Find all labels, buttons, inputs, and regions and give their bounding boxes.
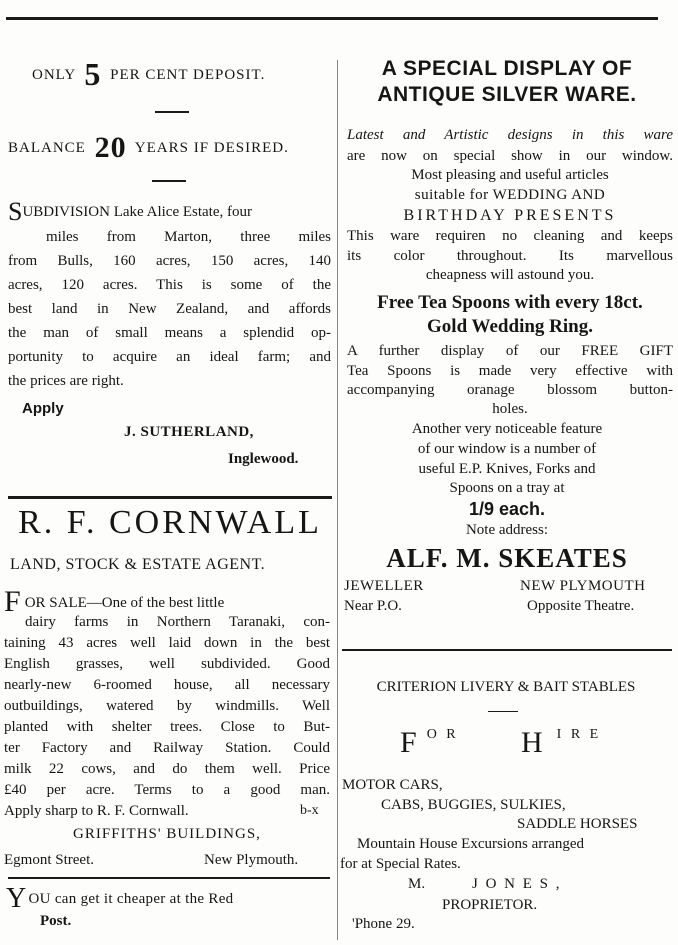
subdivision-line-3: from Bulls, 160 acres, 150 acres, 140 (8, 253, 331, 269)
display-line-4: holes. (492, 401, 528, 417)
cornwall-line-4: English grasses, well subdivided. Good (4, 656, 330, 672)
subdivision-line-6: the man of small means a splendid op- (8, 325, 331, 341)
cornwall-buildings: GRIFFITHS' BUILDINGS, (73, 826, 261, 842)
price: 1/9 each. (468, 499, 546, 519)
silver-line-6: This ware requiren no cleaning and keeps (347, 228, 673, 244)
silver-line-7: its color throughout. Its marvellous (347, 248, 673, 264)
subdivision-line-7: portunity to acquire an ideal farm; and (8, 349, 331, 365)
for-word (400, 726, 459, 760)
left-bottom-rule (8, 877, 330, 879)
cornwall-line-5: nearly-new 6-roomed house, all necessary (4, 677, 330, 693)
jones-initial: M. (408, 876, 426, 892)
cornwall-line-2: dairy farms in Northern Taranaki, con- (25, 614, 330, 630)
mountain-line-2: for at Special Rates. (340, 856, 461, 872)
silver-title-2: ANTIQUE SILVER WARE. (377, 83, 637, 106)
skeates-opposite: Opposite Theatre. (527, 598, 635, 614)
subdivision-line-5: best land in New Zealand, and affords (8, 301, 331, 317)
balance-pre: BALANCE (8, 140, 86, 156)
note-address: Note address: (465, 522, 549, 538)
free-spoons-line-1: Free Tea Spoons with every 18ct. (377, 292, 643, 313)
motor-cars: MOTOR CARS, (342, 777, 443, 793)
cornwall-line-7: planted with shelter trees. Close to But- (4, 719, 330, 735)
red-post-line-2: Post. (40, 913, 72, 929)
cornwall-line-10: £40 per acre. Terms to a good man. (4, 782, 330, 798)
subdivision-line-2: miles from Marton, three miles (46, 229, 331, 245)
for-initial: F (400, 726, 417, 759)
skeates-city: NEW PLYMOUTH (520, 578, 646, 594)
saddle-horses: SADDLE HORSES (517, 816, 638, 832)
phone: 'Phone 29. (352, 916, 415, 932)
cornwall-street: Egmont Street. (4, 852, 94, 868)
silver-title-1: A SPECIAL DISPLAY OF (381, 57, 633, 80)
silver-line-3: Most pleasing and useful articles (411, 167, 609, 183)
balance-number: 20 (94, 131, 127, 164)
silver-line-8: cheapness will astound you. (425, 267, 595, 283)
cornwall-text: OR SALE—One of the best little (24, 595, 225, 611)
cornwall-line-3: taining 43 acres well laid down in the best (4, 635, 330, 651)
subdivision-drop-cap: S (8, 197, 23, 226)
skeates-near: Near P.O. (344, 598, 402, 614)
display-line-3: accompanying oranage blossom button- (347, 382, 673, 398)
cornwall-line-8: ter Factory and Railway Station. Could (4, 740, 330, 756)
right-section-rule (342, 649, 672, 651)
display-line-5: Another very noticeable feature (411, 421, 603, 437)
criterion-divider (488, 711, 518, 712)
subdivision-line-8: the prices are right. (8, 373, 124, 389)
silver-line-5: BIRTHDAY PRESENTS (403, 207, 617, 224)
cornwall-subtitle: LAND, STOCK & ESTATE AGENT. (10, 556, 266, 573)
column-divider (337, 60, 338, 940)
hire-word (521, 726, 601, 760)
display-line-6: of our window is a number of (417, 441, 597, 457)
cornwall-apply-line: Apply sharp to R. F. Cornwall. (4, 803, 189, 819)
mountain-line-1: Mountain House Excursions arranged (357, 836, 585, 852)
criterion-title: CRITERION LIVERY & BAIT STABLES (376, 679, 636, 695)
jones-surname: J O N E S , (472, 876, 562, 892)
deposit-number: 5 (84, 56, 102, 92)
deposit-divider (155, 111, 189, 113)
subdivision-text: UBDIVISION Lake Alice Estate, four (22, 204, 252, 220)
skeates-jeweller: JEWELLER (344, 578, 424, 594)
cornwall-line-1 (4, 585, 330, 618)
red-post-line-1 (6, 883, 234, 914)
balance-line (8, 131, 289, 165)
cornwall-name: R. F. CORNWALL (18, 504, 322, 541)
cornwall-line-6: outbuildings, watered by windmills. Well (4, 698, 330, 714)
display-line-8: Spoons on a tray at (449, 480, 565, 496)
balance-divider (152, 180, 186, 182)
subdivision-name: J. SUTHERLAND, (124, 424, 254, 440)
balance-post: YEARS IF DESIRED. (134, 140, 289, 156)
deposit-pre: ONLY (32, 67, 76, 83)
deposit-post: PER CENT DEPOSIT. (110, 67, 266, 83)
deposit-line (32, 56, 265, 93)
cornwall-drop-cap: F (4, 585, 21, 618)
subdivision-apply: Apply (22, 400, 64, 417)
hire-initial: H (521, 726, 543, 759)
hire-rest: I R E (556, 727, 602, 742)
skeates-name: ALF. M. SKEATES (386, 543, 628, 573)
subdivision-place: Inglewood. (228, 451, 299, 467)
display-line-2: Tea Spoons is made very effective with (347, 363, 673, 379)
silver-line-1: Latest and Artistic designs in this ware (347, 127, 673, 143)
display-line-1: A further display of our FREE GIFT (347, 343, 673, 359)
for-rest: O R (426, 727, 459, 742)
red-post-drop-cap: Y (6, 883, 27, 914)
silver-line-4: suitable for WEDDING AND (414, 187, 606, 203)
free-spoons-line-2: Gold Wedding Ring. (427, 316, 593, 337)
top-rule (6, 17, 658, 20)
subdivision-line-1 (8, 197, 331, 226)
silver-line-2: are now on special show in our window. (347, 148, 673, 164)
cornwall-town: New Plymouth. (204, 852, 299, 868)
left-section-rule (8, 496, 332, 499)
red-post-text: OU can get it cheaper at the Red (28, 891, 234, 907)
cabs-line: CABS, BUGGIES, SULKIES, (381, 797, 566, 813)
display-line-7: useful E.P. Knives, Forks and (418, 461, 596, 477)
cornwall-line-9: milk 22 cows, and do them well. Price (4, 761, 330, 777)
cornwall-code: b-x (300, 803, 319, 818)
subdivision-line-4: acres, 120 acres. This is some of the (8, 277, 331, 293)
proprietor: PROPRIETOR. (442, 897, 538, 913)
